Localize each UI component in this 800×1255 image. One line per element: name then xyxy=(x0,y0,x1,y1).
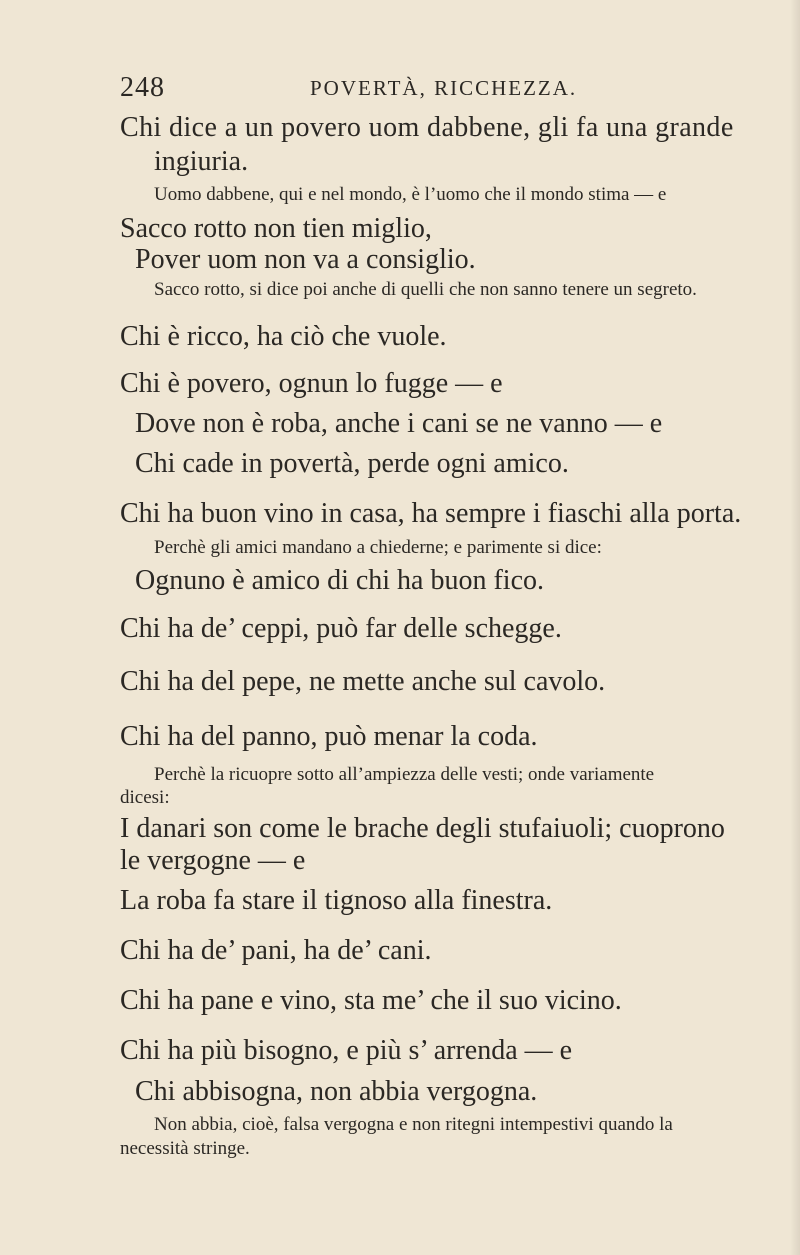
proverb-line: Chi ha del pepe, ne mette anche sul cavolo. xyxy=(120,666,606,697)
proverb-line: Dove non è roba, anche i cani se ne vanno — e xyxy=(135,408,663,439)
note-line: Perchè gli amici mandano a chiederne; e parimente si dice: xyxy=(154,537,602,558)
note-line: Perchè la ricuopre sotto all’ampiezza delle vesti; onde variamente xyxy=(154,764,655,785)
running-title: POVERTÀ, RICCHEZZA. xyxy=(310,76,578,100)
proverb-line: ingiuria. xyxy=(154,146,249,177)
proverb-line: Chi ha de’ ceppi, può far delle schegge. xyxy=(120,613,562,644)
proverb-line: Ognuno è amico di chi ha buon fico. xyxy=(135,565,545,596)
proverb-line: Chi è povero, ognun lo fugge — e xyxy=(120,368,503,399)
proverb-line: le vergogne — e xyxy=(120,845,306,876)
page-header xyxy=(120,72,730,106)
page-edge-shadow xyxy=(790,0,800,1255)
proverb-line: Chi ha de’ pani, ha de’ cani. xyxy=(120,935,432,966)
proverb-line: Chi abbisogna, non abbia vergogna. xyxy=(135,1076,538,1107)
proverb-line: Sacco rotto non tien miglio, xyxy=(120,213,432,244)
note-line: Non abbia, cioè, falsa vergogna e non ritegni intempestivi quando la xyxy=(154,1114,673,1135)
proverb-line: Chi è ricco, ha ciò che vuole. xyxy=(120,321,447,352)
note-line: Sacco rotto, si dice poi anche di quelli che non sanno tenere un segreto. xyxy=(154,279,697,300)
proverb-line: Chi ha buon vino in casa, ha sempre i fiaschi alla porta. xyxy=(120,498,742,529)
proverb-line: I danari son come le brache degli stufaiuoli; cuoprono xyxy=(120,813,725,844)
proverb-line: Chi ha più bisogno, e più s’ arrenda — e xyxy=(120,1035,573,1066)
proverb-line: Chi ha pane e vino, sta me’ che il suo vicino. xyxy=(120,985,622,1016)
proverb-line: Pover uom non va a consiglio. xyxy=(135,244,476,275)
proverb-line: La roba fa stare il tignoso alla finestra. xyxy=(120,885,553,916)
note-line: necessità stringe. xyxy=(120,1138,250,1159)
proverb-line: Chi dice a un povero uom dabbene, gli fa una grande xyxy=(120,112,734,143)
page-number: 248 xyxy=(120,72,165,103)
proverb-line: Chi ha del panno, può menar la coda. xyxy=(120,721,538,752)
note-line: dicesi: xyxy=(120,787,170,808)
proverb-line: Chi cade in povertà, perde ogni amico. xyxy=(135,448,569,479)
note-line: Uomo dabbene, qui e nel mondo, è l’uomo che il mondo stima — e xyxy=(154,184,667,205)
